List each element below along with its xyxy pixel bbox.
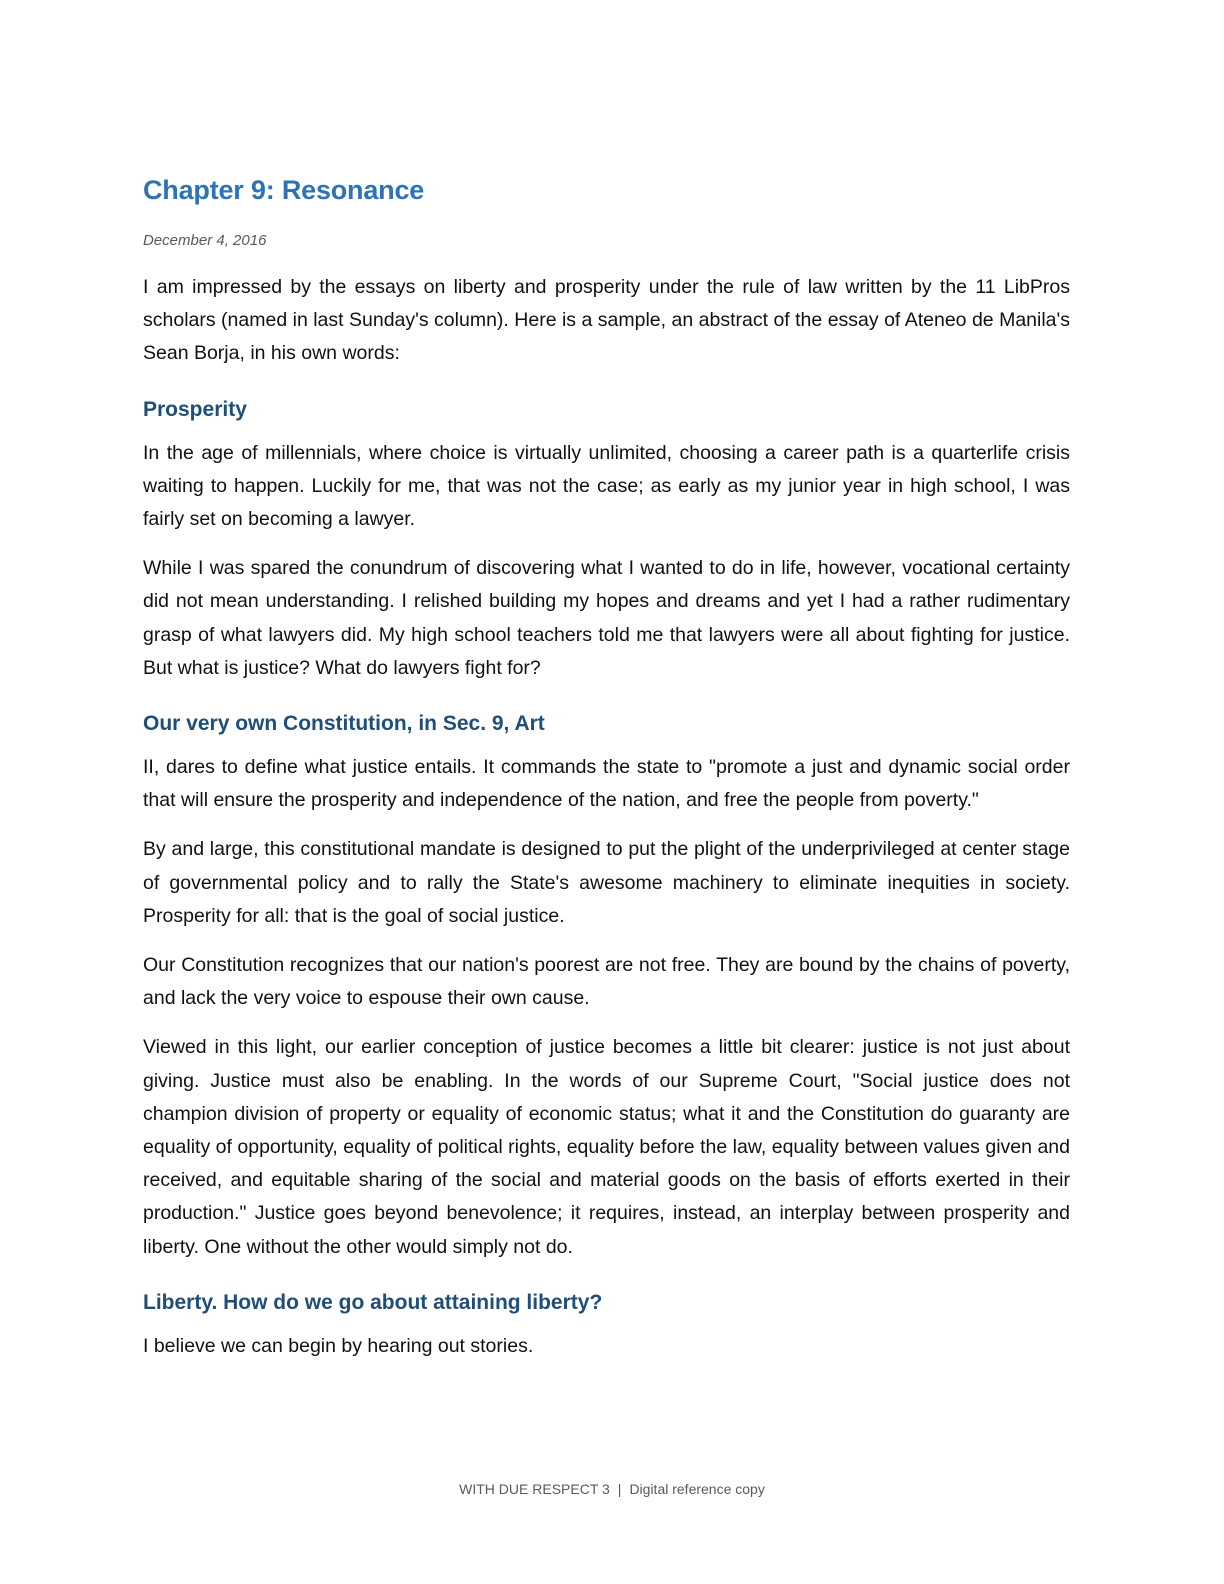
section-heading-liberty: Liberty. How do we go about attaining liberty?: [143, 1290, 603, 1314]
chapter-title: Chapter 9: Resonance: [143, 175, 425, 205]
paragraph-1: In the age of millennials, where choice is virtually unlimited, choosing a career path is a quarterlife crisis waiting to happen. Luckily for me, that was not the case; as early as my junior year in high school, I was fairly set on becoming a lawyer.: [143, 441, 1070, 531]
paragraph-6: Viewed in this light, our earlier conception of justice becomes a little bit clearer: justice is not just about giving. Justice must also be enabling. In the words of our Supreme Court, "Social justice does not champion division of property or equality of economic status; what it and the Constitution do guaranty are equality of opportunity, equality of political rights, equality before the law, equality between values given and received, and equitable sharing of the social and material goods on the basis of efforts exerted in their production." Justice goes beyond benevolence; it requires, instead, an interplay between prosperity and liberty. One without the other would simply not do.: [143, 1036, 1070, 1258]
section-heading-constitution: Our very own Constitution, in Sec. 9, Art: [143, 712, 545, 736]
paragraph-5: Our Constitution recognizes that our nation's poorest are not free. They are bound by the chains of poverty, and lack the very voice to espouse their own cause.: [143, 954, 1070, 1010]
intro-paragraph: I am impressed by the essays on liberty and prosperity under the rule of law written by the 11 LibPros scholars (named in last Sunday's column). Here is a sample, an abstract of the essay of Ateneo de Manila's Sean Borja, in his own words:: [143, 276, 1070, 365]
paragraph-3: II, dares to define what justice entails. It commands the state to "promote a just and dynamic social order that will ensure the prosperity and independence of the nation, and free the people from poverty.": [143, 756, 1070, 812]
paragraph-7: I believe we can begin by hearing out stories.: [143, 1334, 534, 1357]
publication-date: December 4, 2016: [143, 232, 267, 249]
page-footer: [0, 1479, 1224, 1499]
footer-book-title: WITH DUE RESPECT 3: [459, 1481, 610, 1497]
paragraph-2: While I was spared the conundrum of discovering what I wanted to do in life, however, vocational certainty did not mean understanding. I relished building my hopes and dreams and yet I had a rather rudimentary grasp of what lawyers did. My high school teachers told me that lawyers were all about fighting for justice. But what is justice? What do lawyers fight for?: [143, 557, 1070, 679]
paragraph-4: By and large, this constitutional mandate is designed to put the plight of the underprivileged at center stage of governmental policy and to rally the State's awesome machinery to eliminate inequities in society. Prosperity for all: that is the goal of social justice.: [143, 838, 1070, 927]
footer-separator: |: [617, 1481, 622, 1497]
section-heading-prosperity: Prosperity: [143, 397, 247, 421]
document-page: [143, 168, 1070, 1363]
footer-note: Digital reference copy: [629, 1481, 765, 1497]
